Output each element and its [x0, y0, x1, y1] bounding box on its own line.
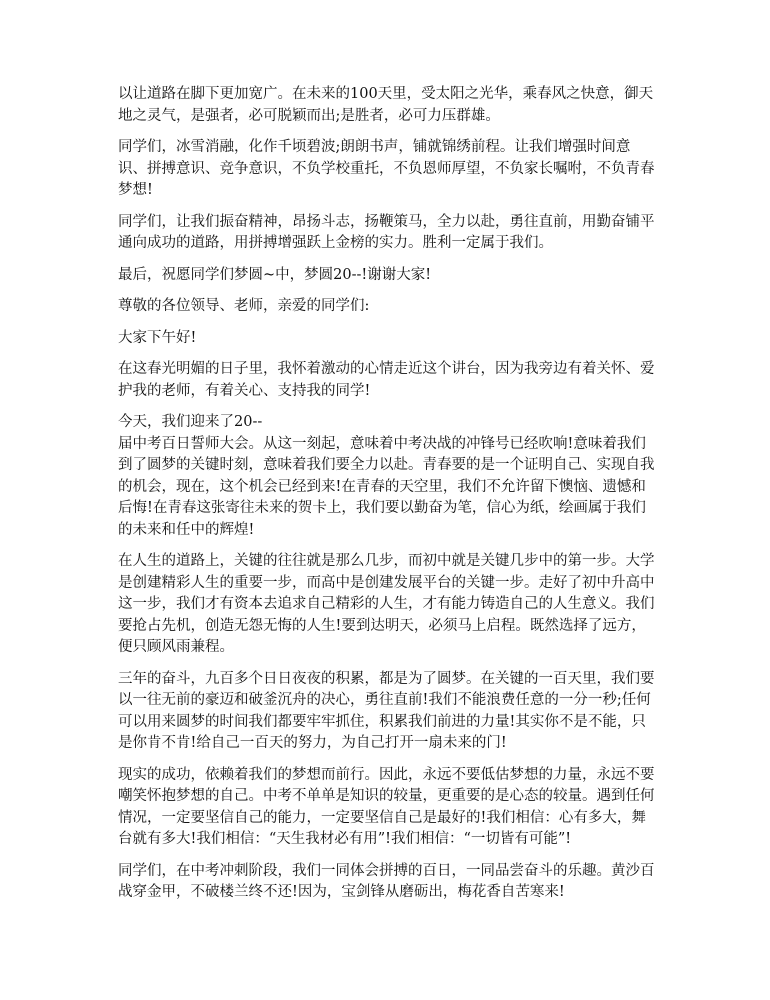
greeting: 大家下午好! [118, 329, 197, 346]
paragraph: 在人生的道路上，关键的往往就是那么几步，而初中就是关键几步中的第一步。大学是创建精彩人生的重要一步，而高中是创建发展平台的关键一步。走好了初中升高中这一步，我们才有资本去追求自己精彩的人生，才有能力铸造自己的人生意义。我们要抢占先机，创造无怨无悔的人生!要到达明天，必须马上启程。既然选择了远方，便只顾风雨兼程。 [118, 553, 655, 655]
paragraph: 以让道路在脚下更加宽广。在未来的100天里，受太阳之光华，乘春风之快意，御天地之灵气，是强者，必可脱颖而出;是胜者，必可力压群雄。 [118, 86, 654, 124]
paragraph: 在这春光明媚的日子里，我怀着激动的心情走近这个讲台，因为我旁边有着关怀、爱护我的老师，有着关心、支持我的同学! [118, 361, 655, 399]
document-body [118, 84, 658, 914]
paragraph: 三年的奋斗，九百多个日日夜夜的积累，都是为了圆梦。在关键的一百天里，我们要以一往无前的豪迈和破釜沉舟的决心，勇往直前!我们不能浪费任意的一分一秒;任何可以用来圆梦的时间我们都要牢牢抓住，积累我们前进的力量!其实你不是不能，只是你肯不肯!给自己一百天的努力，为自己打开一扇未来的门! [118, 670, 655, 751]
paragraph: 同学们，让我们振奋精神，昂扬斗志，扬鞭策马，全力以赴，勇往直前，用勤奋铺平通向成功的道路，用拼搏增强跃上金榜的实力。胜利一定属于我们。 [118, 213, 655, 251]
paragraph: 现实的成功，依赖着我们的梦想而前行。因此，永远不要低估梦想的力量，永远不要嘲笑怀抱梦想的自己。中考不单单是知识的较量，更重要的是心态的较量。遇到任何情况，一定要坚信自己的能力，一定要坚信自己是最好的!我们相信：心有多大，舞台就有多大!我们相信：“天生我材必有用”!我们相信：“一切皆有可能”! [118, 766, 655, 847]
salutation: 尊敬的各位领导、老师，亲爱的同学们: [118, 298, 370, 314]
paragraph: 同学们，冰雪消融，化作千顷碧波;朗朗书声，铺就锦绣前程。让我们增强时间意识、拼搏意识、竞争意识，不负学校重托，不负恩师厚望，不负家长嘱咐，不负青春梦想! [118, 139, 655, 198]
paragraph: 今天，我们迎来了20-- 届中考百日誓师大会。从这一刻起，意味着中考决战的冲锋号已经吹响!意味着我们到了圆梦的关键时刻，意味着我们要全力以赴。青春要的是一个证明自己、实现自我的机会，现在，这个机会已经到来!在青春的天空里，我们不允许留下懊恼、遗憾和后悔!在青春这张寄往未来的贺卡上，我们要以勤奋为笔，信心为纸，绘画属于我们的未来和任中的辉煌! [118, 414, 655, 538]
paragraph: 同学们，在中考冲刺阶段，我们一同体会拼搏的百日，一同品尝奋斗的乐趣。黄沙百战穿金甲，不破楼兰终不还!因为，宝剑锋从磨砺出，梅花香自苦寒来! [118, 862, 655, 900]
paragraph: 最后，祝愿同学们梦圆~中，梦圆20--!谢谢大家! [118, 266, 432, 283]
